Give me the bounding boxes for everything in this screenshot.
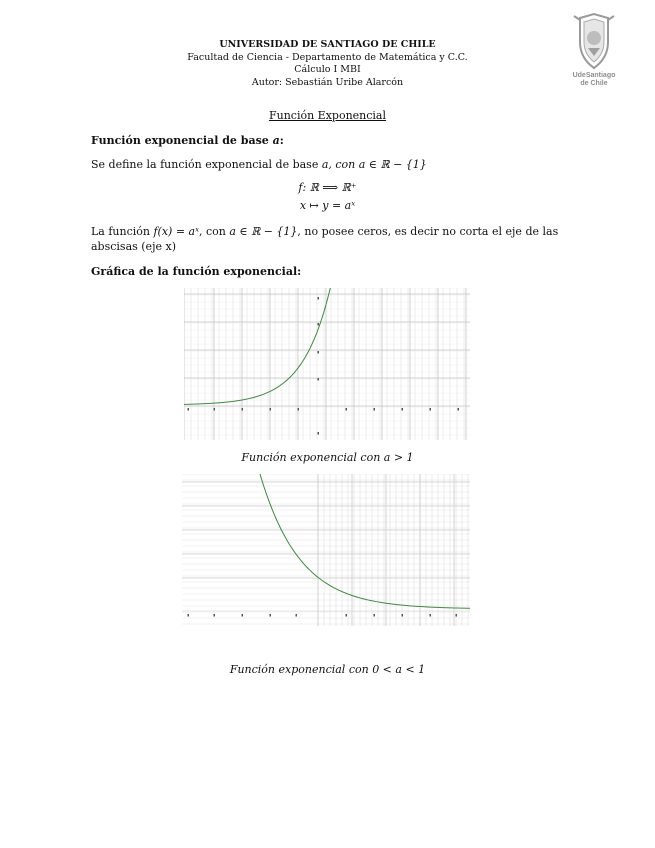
author-name: Autor: Sebastián Uribe Alarcón [251, 76, 404, 88]
chart-grid [182, 474, 470, 626]
tick-mark [346, 614, 348, 617]
tick-mark [242, 408, 244, 411]
tick-mark [270, 408, 272, 411]
tick-mark [402, 408, 404, 411]
zeros-paragraph: La función f(x) = aˣ, con a ∈ ℝ − {1}, no posee ceros, es decir no corta el eje de las abscisas (eje x) [91, 225, 559, 253]
tick-mark [296, 614, 298, 617]
tick-mark [318, 323, 320, 326]
university-name: UNIVERSIDAD DE SANTIAGO DE CHILE [219, 39, 436, 50]
course-name: Cálculo I MBI [294, 64, 361, 75]
page-title: Función Exponencial [268, 109, 386, 122]
tick-mark [458, 408, 460, 411]
exp-decay-chart [182, 474, 470, 626]
tick-mark [242, 614, 244, 617]
chart-grid [184, 288, 470, 440]
graph-heading: Gráfica de la función exponencial: [91, 265, 302, 278]
tick-mark [346, 408, 348, 411]
logo-text: UdeSantiago de Chile [572, 72, 616, 87]
tick-mark [188, 614, 190, 617]
tick-mark [374, 614, 376, 617]
tick-mark [456, 614, 458, 617]
chart-ticks [188, 614, 458, 617]
tick-mark [374, 408, 376, 411]
university-logo [566, 12, 622, 92]
caption-decay: Función exponencial con 0 < a < 1 [229, 663, 426, 676]
exp-growth-curve [184, 288, 378, 404]
tick-mark [318, 432, 320, 435]
exp-growth-chart [184, 288, 470, 440]
tick-mark [402, 614, 404, 617]
tick-mark [318, 351, 320, 354]
tick-mark [188, 408, 190, 411]
tick-mark [298, 408, 300, 411]
faculty-name: Facultad de Ciencia - Departamento de Matemática y C.C. [187, 51, 468, 63]
tick-mark [318, 297, 320, 300]
tick-mark [430, 614, 432, 617]
tick-mark [430, 408, 432, 411]
mapping-line-1: f: ℝ ⟹ ℝ⁺ [298, 181, 357, 194]
document-header [0, 39, 655, 89]
definition-paragraph: Se define la función exponencial de base a, con a ∈ ℝ − {1} [91, 158, 427, 171]
caption-growth: Función exponencial con a > 1 [241, 451, 414, 464]
tick-mark [318, 378, 320, 381]
section-heading: Función exponencial de base a: [91, 134, 284, 147]
tick-mark [214, 408, 216, 411]
tick-mark [214, 614, 216, 617]
mapping-line-2: x ↦ y = aˣ [299, 199, 356, 212]
tick-mark [270, 614, 272, 617]
shield-icon [566, 12, 622, 72]
